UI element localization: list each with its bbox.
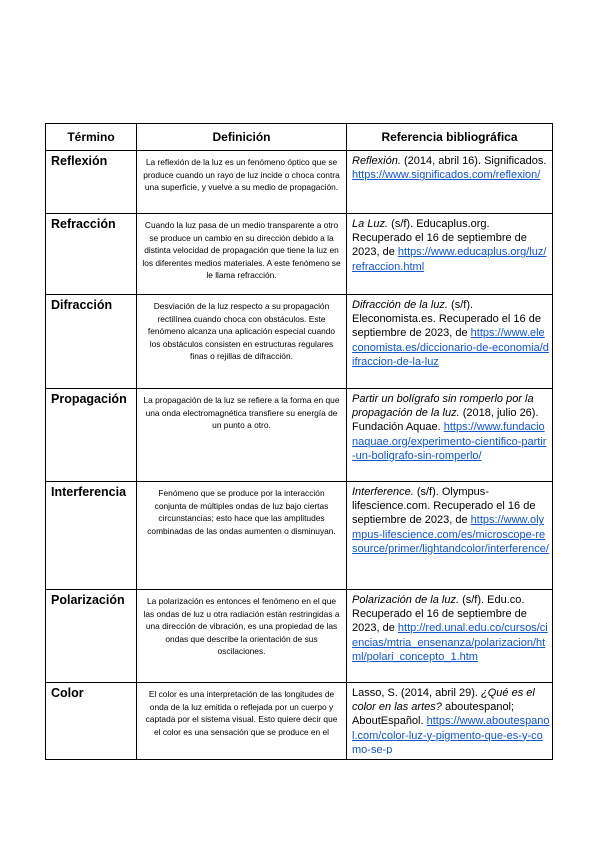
reference-title: La Luz. (352, 218, 389, 230)
reference-link[interactable]: https://www.significados.com/reflexion/ (352, 169, 541, 182)
definition-cell: Fenómeno que se produce por la interacción conjunta de múltiples ondas de luz bajo ciertas circunstancias; esto hace que las amplitudes combinadas de las ondas aumenten o disminuyan. (137, 482, 347, 590)
table-row (46, 590, 553, 683)
reference-cell (347, 482, 553, 590)
header-reference: Referencia bibliográfica (347, 124, 553, 151)
reference-author: Lasso, S. (2014, abril 29). (352, 687, 482, 699)
reference-text (352, 686, 550, 754)
definition-cell: Cuando la luz pasa de un medio transparente a otro se produce un cambio en su dirección debido a la distinta velocidad de propagación que tiene la luz en los diferentes medios materiales. A este fenómeno se le llama refracción. (137, 214, 347, 295)
table-row (46, 389, 553, 482)
reference-cell (347, 214, 553, 295)
reference-title: Polarización de la luz. (352, 594, 460, 606)
reference-cell (347, 683, 553, 760)
header-term: Término (46, 124, 137, 151)
reference-link[interactable]: https://www.eleconomista.es/diccionario-de-economia/difraccion-de-la-luz (352, 327, 549, 368)
reference-title: Reflexión. (352, 155, 401, 167)
definition-cell: Desviación de la luz respecto a su propagación rectilínea cuando choca con obstáculos. Este fenómeno alcanza una aplicación especial cuando los obstáculos consisten en estructuras regulares finas o rejillas de difracción. (137, 295, 347, 389)
reference-title: Difracción de la luz. (352, 299, 448, 311)
reference-details: (2018, julio 26). Fundación Aquae. (352, 407, 539, 434)
reference-cell (347, 295, 553, 389)
reference-details: aboutespanol; AboutEspañol. (352, 701, 515, 728)
reference-link[interactable]: https://www.educaplus.org/luz/refraccion.html (352, 246, 547, 273)
term-cell: Polarización (46, 590, 137, 683)
bibliography-table (45, 123, 553, 760)
reference-details: (2014, abril 16). Significados. (400, 155, 547, 167)
header-row (46, 124, 553, 151)
reference-cell (347, 389, 553, 482)
table-row (46, 295, 553, 389)
term-cell: Reflexión (46, 151, 137, 214)
reference-details: (s/f). Eleconomista.es. Recuperado el 16 de septiembre de 2023, de (352, 299, 541, 340)
definition-cell: La propagación de la luz se refiere a la forma en que una onda electromagnética transfiere su energía de un punto a otro. (137, 389, 347, 482)
term-cell: Propagación (46, 389, 137, 482)
term-cell: Difracción (46, 295, 137, 389)
definition-cell (137, 683, 347, 760)
table-row (46, 482, 553, 590)
reference-title: Partir un bolígrafo sin romperlo por la propagación de la luz. (352, 393, 534, 420)
term-cell: Color (46, 683, 137, 760)
table-row (46, 151, 553, 214)
reference-details: (s/f). Educaplus.org. Recuperado el 16 de septiembre de 2023, de (352, 218, 527, 259)
reference-cell (347, 151, 553, 214)
term-cell: Interferencia (46, 482, 137, 590)
reference-link[interactable]: http://red.unal.edu.co/cursos/ciencias/mtria_ensenanza/polarizacion/html/polari_concepto_1.htm (352, 622, 548, 663)
reference-link[interactable]: https://www.fundacionaquae.org/experimento-cientifico-partir-un-boligrafo-sin-romperlo/ (352, 421, 547, 462)
reference-link[interactable]: https://www.olympus-lifescience.com/es/microscope-resource/primer/lightandcolor/interference/ (352, 514, 549, 555)
reference-cell (347, 590, 553, 683)
reference-link[interactable]: https://www.aboutespanol.com/color-luz-y-pigmento-que-es-y-como-se-p (352, 715, 550, 754)
header-definition: Definición (137, 124, 347, 151)
reference-title: Interference. (352, 486, 414, 498)
table-row (46, 214, 553, 295)
definition-cell: La polarización es entonces el fenómeno en el que las ondas de luz u otra radiación están restringidas a una dirección de vibración, es una propiedad de las ondas que describe la orientación de sus oscilaciones. (137, 590, 347, 683)
definition-text: El color es una interpretación de las longitudes de onda de la luz emitida o reflejada por un cuerpo y captada por el sistema visual. Esto quiere decir que el color es una sensación que se produce en el (145, 689, 338, 737)
reference-title: ¿Qué es el color en las artes? (352, 687, 535, 714)
table-row (46, 683, 553, 760)
reference-details: (s/f). Edu.co. Recuperado el 16 de septiembre de 2023, de (352, 594, 527, 635)
term-cell: Refracción (46, 214, 137, 295)
definition-cell: La reflexión de la luz es un fenómeno óptico que se produce cuando un rayo de luz incide o choca contra una superficie, y vuelve a su medio de propagación. (137, 151, 347, 214)
reference-details: (s/f). Olympus-lifescience.com. Recuperado el 16 de septiembre de 2023, de (352, 486, 536, 527)
